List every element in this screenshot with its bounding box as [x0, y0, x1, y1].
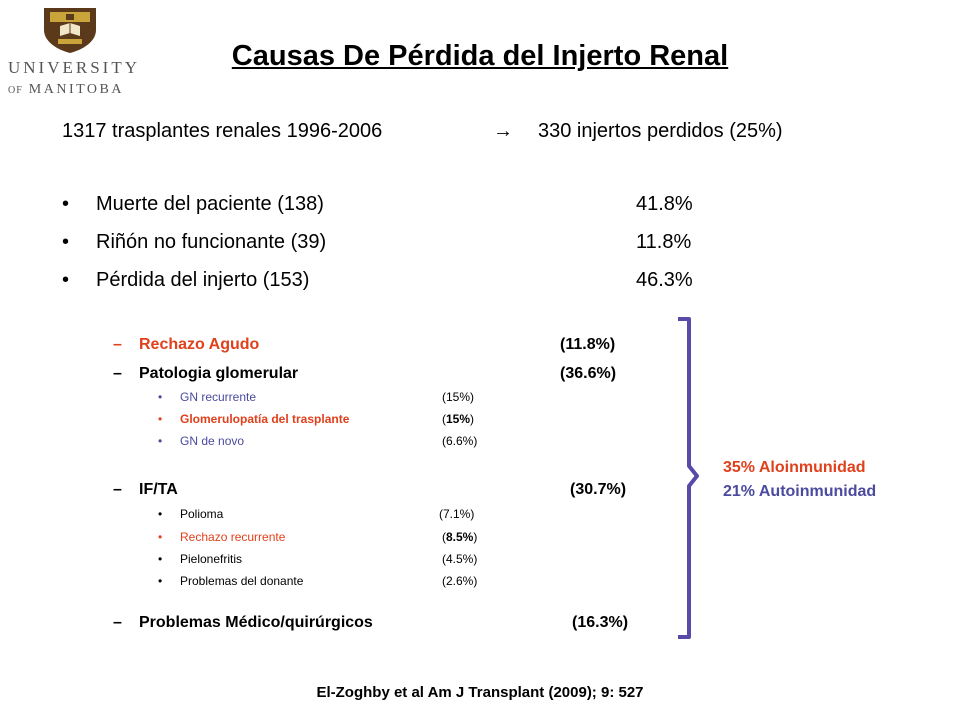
citation: El-Zoghby et al Am J Transplant (2009); 9: 527	[316, 684, 644, 701]
sub-item-value: (15%)	[442, 390, 475, 404]
sub-item-value-open: (	[442, 412, 446, 426]
sub-bullet-dot: •	[158, 507, 163, 521]
group-label: IF/TA	[139, 481, 178, 498]
bullet-value: 11.8%	[636, 231, 692, 253]
sub-bullet-dot: •	[158, 390, 163, 404]
bullet-label: Riñón no funcionante (39)	[96, 231, 327, 253]
bullet-dot: •	[62, 193, 70, 215]
bullet-value: 46.3%	[636, 269, 693, 291]
group-label: Patologia glomerular	[139, 365, 299, 382]
page-title: Causas De Pérdida del Injerto Renal	[231, 40, 729, 72]
intro-lost-grafts: 330 injertos perdidos (25%)	[538, 120, 783, 142]
sub-bullet-dot: •	[158, 552, 163, 566]
university-manitoba-text: MANITOBA	[28, 82, 124, 97]
bullet-dot: •	[62, 231, 70, 253]
sub-item-value	[442, 530, 477, 544]
sub-bullet-dot: •	[158, 434, 163, 448]
bullet-value: 41.8%	[636, 193, 693, 215]
sub-item-value: (7.1%)	[439, 507, 475, 521]
sub-item-label: GN de novo	[180, 434, 245, 448]
sub-item-value-open: (	[442, 530, 446, 544]
sub-item-value: (6.6%)	[442, 434, 478, 448]
dash-marker: –	[113, 614, 122, 631]
sub-item-label: Rechazo recurrente	[180, 530, 286, 544]
sub-item-label: Polioma	[180, 507, 224, 521]
sub-item-value: (4.5%)	[442, 552, 478, 566]
sub-item-label: GN recurrente	[180, 390, 257, 404]
sub-item-value-close: )	[470, 412, 475, 426]
sub-item-label: Pielonefritis	[180, 552, 243, 566]
aloimmunity-text: 35% Aloinmunidad	[723, 459, 866, 476]
sub-item-value: (2.6%)	[442, 574, 478, 588]
right-brace-icon	[675, 316, 705, 642]
autoimmunity-text: 21% Autoinmunidad	[723, 483, 877, 500]
university-name-line2	[8, 82, 124, 98]
sub-item-label: Glomerulopatía del trasplante	[180, 412, 350, 426]
university-name-line1: UNIVERSITY	[8, 58, 140, 77]
group-label: Rechazo Agudo	[139, 336, 260, 353]
sub-bullet-dot: •	[158, 574, 163, 588]
sub-item-value-close: )	[473, 530, 478, 544]
bullet-dot: •	[62, 269, 70, 291]
bullet-label: Muerte del paciente (138)	[96, 193, 324, 215]
dash-marker: –	[113, 481, 122, 498]
sub-bullet-dot: •	[158, 412, 163, 426]
group-value: (30.7%)	[570, 481, 627, 498]
sub-item-label: Problemas del donante	[180, 574, 304, 588]
sub-item-value-strong: 15%	[446, 412, 471, 426]
dash-marker: –	[113, 365, 122, 382]
bullet-label: Pérdida del injerto (153)	[96, 269, 310, 291]
group-label: Problemas Médico/quirúrgicos	[139, 614, 373, 631]
sub-item-value-strong: 8.5%	[446, 530, 474, 544]
sub-item-value	[442, 412, 474, 426]
intro-arrow-icon: →	[493, 120, 513, 142]
sub-bullet-dot: •	[158, 530, 163, 544]
group-value: (36.6%)	[560, 365, 617, 382]
group-value: (11.8%)	[560, 336, 616, 353]
university-of-text: OF	[8, 85, 23, 96]
dash-marker: –	[113, 336, 122, 353]
intro-transplants: 1317 trasplantes renales 1996-2006	[62, 120, 383, 142]
group-value: (16.3%)	[572, 614, 629, 631]
